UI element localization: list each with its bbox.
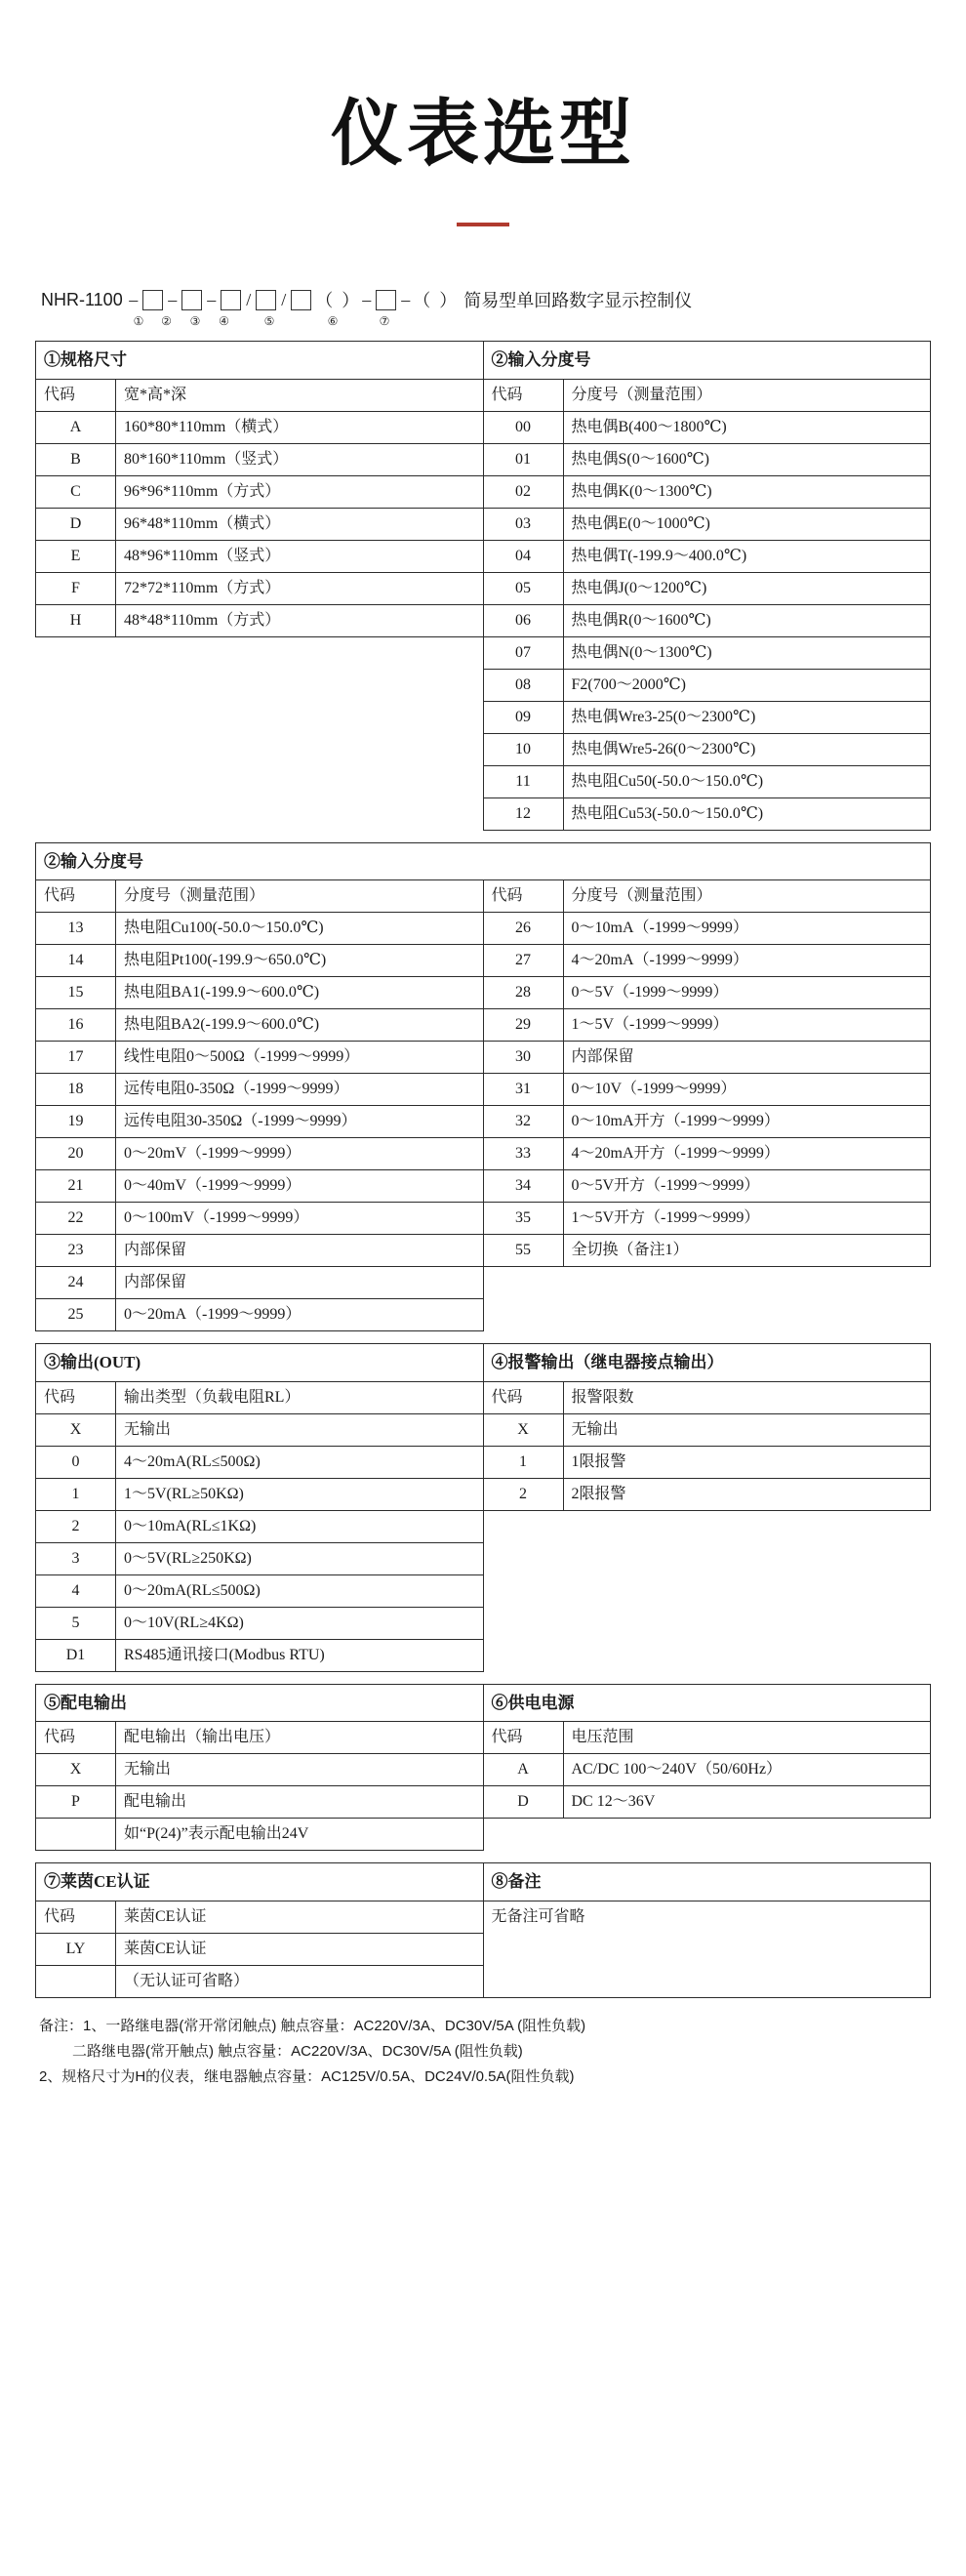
title-divider [457,223,509,226]
cell-code: F [36,572,116,604]
table-row [36,1074,931,1106]
cell-code: 06 [483,604,563,636]
section-header-ce: ⑦莱茵CE认证 [36,1863,484,1901]
table-row [36,1267,931,1299]
cell-code: 1 [483,1446,563,1478]
cell-desc: 远传电阻0-350Ω（-1999～9999） [116,1074,484,1106]
cell-code: C [36,475,116,508]
model-slot-2 [181,290,202,310]
cell-desc: 热电偶Wre3-25(0～2300℃) [563,701,931,733]
cell-code: 14 [36,945,116,977]
cell-desc: 96*48*110mm（横式） [116,508,484,540]
model-index-4: ④ [219,314,229,328]
table-row [36,1819,931,1851]
table-row [36,797,931,830]
cell-code: 1 [36,1478,116,1510]
page-title: 仪表选型 [331,93,635,174]
model-slot-5 [291,290,311,310]
note-line-1: 备注：1、一路继电器(常开常闭触点) 触点容量：AC220V/3A、DC30V/5A (阻性负载) [39,2017,586,2034]
section-header-input-a: ②输入分度号 [483,342,931,380]
model-index-5: ⑤ [263,314,275,328]
section-header-power: ⑥供电电源 [483,1684,931,1722]
model-index-row [41,314,458,329]
cell-code: 01 [483,443,563,475]
cell-code: 11 [483,765,563,797]
table-output-and-alarm [35,1343,931,1672]
cell-code: 2 [483,1478,563,1510]
cell-desc: 0～20mV（-1999～9999） [116,1138,484,1170]
remark-text: 无备注可省略 [483,1901,931,1997]
cell-code: 22 [36,1203,116,1235]
table-ce-and-remark [35,1862,931,1998]
cell-code: 3 [36,1542,116,1574]
table-row [36,475,931,508]
cell-code: 29 [483,1009,563,1042]
section-header-size: ①规格尺寸 [36,342,484,380]
cell-code: 25 [36,1299,116,1331]
table-row [36,842,931,880]
cell-desc: 2限报警 [563,1478,931,1510]
cell-desc: 48*48*110mm（方式） [116,604,484,636]
table-row [36,733,931,765]
cell-desc: 0～40mV（-1999～9999） [116,1170,484,1203]
cell-desc: 0～20mA（-1999～9999） [116,1299,484,1331]
cell-desc: 热电偶B(400～1800℃) [563,411,931,443]
note-line-2: 二路继电器(常开触点) 触点容量：AC220V/3A、DC30V/5A (阻性负载) [72,2042,523,2060]
cell-desc: 4～20mA（-1999～9999） [563,945,931,977]
table-size-and-input [35,341,931,831]
cell-desc: 0～5V开方（-1999～9999） [563,1170,931,1203]
cell-code: 08 [483,669,563,701]
cell-code: D [483,1786,563,1819]
cell-code: LY [36,1933,116,1965]
cell-desc: 0～10V（-1999～9999） [563,1074,931,1106]
model-index-6: ⑥ [327,314,339,328]
cell-desc: 热电偶T(-199.9～400.0℃) [563,540,931,572]
cell-code [36,1819,116,1851]
model-description: 简易型单回路数字显示控制仪 [463,291,693,310]
cell-desc: 0～10mA（-1999～9999） [563,913,931,945]
footer-notes [35,2014,931,2116]
cell-desc: 96*96*110mm（方式） [116,475,484,508]
cell-code: X [36,1754,116,1786]
table-row [36,411,931,443]
cell-code: 21 [36,1170,116,1203]
cell-code: A [36,411,116,443]
cell-desc: DC 12～36V [563,1786,931,1819]
cell-desc: 热电偶Wre5-26(0～2300℃) [563,733,931,765]
section-header-remark: ⑧备注 [483,1863,931,1901]
table-row [36,1446,931,1478]
table-row [36,1138,931,1170]
table-row [36,1381,931,1413]
cell-desc: 配电输出 [116,1786,484,1819]
model-slot-1 [142,290,163,310]
col-header-code-4: 代码 [483,1381,563,1413]
cell-desc: 4～20mA(RL≤500Ω) [116,1446,484,1478]
model-index-1: ① [133,314,144,328]
table-row [36,913,931,945]
cell-desc: 1限报警 [563,1446,931,1478]
table-row [36,540,931,572]
cell-code: 35 [483,1203,563,1235]
cell-desc: 热电阻BA2(-199.9～600.0℃) [116,1009,484,1042]
cell-desc: 热电偶E(0～1000℃) [563,508,931,540]
cell-desc: 无输出 [563,1413,931,1446]
model-index-3: ③ [189,314,201,328]
cell-code: 27 [483,945,563,977]
col-header-desc-5: 配电输出（输出电压） [116,1722,484,1754]
table-row [36,342,931,380]
cell-desc: 1～5V(RL≥50KΩ) [116,1478,484,1510]
cell-desc: 160*80*110mm（横式） [116,411,484,443]
cell-code: 12 [483,797,563,830]
cell-code: 5 [36,1607,116,1639]
table-row [36,1754,931,1786]
cell-desc: 0～20mA(RL≤500Ω) [116,1574,484,1607]
cell-code: 55 [483,1235,563,1267]
cell-desc: 热电偶R(0～1600℃) [563,604,931,636]
table-row [36,1639,931,1671]
model-index-2: ② [161,314,172,328]
model-code-row: NHR-1100 – – – / / （ ） – – （ ） ① ② ③ ④ ⑤ ⑥ ⑦ 简易型单回路数字显示控制仪 [35,287,931,329]
cell-code: 26 [483,913,563,945]
cell-desc: 0～5V(RL≥250KΩ) [116,1542,484,1574]
col-header-desc-left: 分度号（测量范围） [116,880,484,913]
cell-desc: 热电偶S(0～1600℃) [563,443,931,475]
cell-desc: 热电偶N(0～1300℃) [563,636,931,669]
cell-desc: 热电阻Cu50(-50.0～150.0℃) [563,765,931,797]
cell-code: 07 [483,636,563,669]
note-line-3: 2、规格尺寸为H的仪表，继电器触点容量：AC125V/0.5A、DC24V/0.5A(阻性负载) [39,2068,575,2085]
cell-desc: 如“P(24)”表示配电输出24V [116,1819,484,1851]
cell-desc: RS485通讯接口(Modbus RTU) [116,1639,484,1671]
cell-desc: 72*72*110mm（方式） [116,572,484,604]
table-row [36,880,931,913]
cell-code: D [36,508,116,540]
col-header-desc-2: 分度号（测量范围） [563,379,931,411]
cell-code: E [36,540,116,572]
col-header-code-left: 代码 [36,880,116,913]
col-header-code-6: 代码 [483,1722,563,1754]
cell-desc: 线性电阻0～500Ω（-1999～9999） [116,1042,484,1074]
table-row [36,1510,931,1542]
cell-code: 33 [483,1138,563,1170]
table-row [36,508,931,540]
cell-code: 2 [36,1510,116,1542]
cell-code: 0 [36,1446,116,1478]
cell-desc: 热电阻Cu100(-50.0～150.0℃) [116,913,484,945]
cell-code: 30 [483,1042,563,1074]
cell-desc: 热电阻Pt100(-199.9～650.0℃) [116,945,484,977]
table-row [36,669,931,701]
cell-desc: 0～10V(RL≥4KΩ) [116,1607,484,1639]
table-row [36,572,931,604]
table-row [36,1786,931,1819]
cell-desc: 莱茵CE认证 [116,1933,484,1965]
table-row [36,379,931,411]
col-header-code-1: 代码 [36,379,116,411]
cell-code: 28 [483,977,563,1009]
cell-code: 09 [483,701,563,733]
cell-desc: 0～10mA(RL≤1KΩ) [116,1510,484,1542]
model-index-7: ⑦ [379,314,390,328]
table-row [36,1607,931,1639]
table-row [36,1235,931,1267]
col-header-code-5: 代码 [36,1722,116,1754]
cell-code: 23 [36,1235,116,1267]
cell-desc: 无输出 [116,1754,484,1786]
cell-desc: 内部保留 [116,1267,484,1299]
table-row [36,1042,931,1074]
table-row [36,1106,931,1138]
col-header-desc-3: 输出类型（负载电阻RL） [116,1381,484,1413]
col-header-code-7: 代码 [36,1901,116,1933]
cell-desc: 48*96*110mm（竖式） [116,540,484,572]
model-slot-4 [256,290,276,310]
cell-code: 24 [36,1267,116,1299]
col-header-code-3: 代码 [36,1381,116,1413]
cell-code: 16 [36,1009,116,1042]
cell-desc: 内部保留 [563,1042,931,1074]
cell-desc: 0～100mV（-1999～9999） [116,1203,484,1235]
section-header-distribution: ⑤配电输出 [36,1684,484,1722]
section-header-alarm: ④报警输出（继电器接点输出） [483,1344,931,1382]
cell-code: B [36,443,116,475]
section-header-input-b: ②输入分度号 [36,842,931,880]
cell-code: 05 [483,572,563,604]
col-header-desc-right: 分度号（测量范围） [563,880,931,913]
cell-desc: 热电阻Cu53(-50.0～150.0℃) [563,797,931,830]
table-row [36,443,931,475]
table-row [36,1684,931,1722]
cell-desc: 80*160*110mm（竖式） [116,443,484,475]
cell-desc: 无输出 [116,1413,484,1446]
cell-code: H [36,604,116,636]
col-header-desc-1: 宽*高*深 [116,379,484,411]
table-row [36,1299,931,1331]
col-header-code-right: 代码 [483,880,563,913]
table-row [36,701,931,733]
cell-code: 31 [483,1074,563,1106]
table-row [36,1478,931,1510]
model-slot-6 [376,290,396,310]
cell-code: 15 [36,977,116,1009]
cell-code: 20 [36,1138,116,1170]
cell-code: 32 [483,1106,563,1138]
col-header-desc-6: 电压范围 [563,1722,931,1754]
cell-desc: 0～10mA开方（-1999～9999） [563,1106,931,1138]
cell-code: X [483,1413,563,1446]
cell-code: X [36,1413,116,1446]
cell-code: 19 [36,1106,116,1138]
cell-code: D1 [36,1639,116,1671]
table-row [36,1413,931,1446]
col-header-desc-7: 莱茵CE认证 [116,1901,484,1933]
cell-desc: AC/DC 100～240V（50/60Hz） [563,1754,931,1786]
table-row [36,1901,931,1933]
cell-code: 10 [483,733,563,765]
col-header-code-2: 代码 [483,379,563,411]
table-row [36,1574,931,1607]
cell-code: 00 [483,411,563,443]
cell-desc: （无认证可省略） [116,1965,484,1997]
cell-code: 4 [36,1574,116,1607]
cell-desc: 全切换（备注1） [563,1235,931,1267]
col-header-desc-4: 报警限数 [563,1381,931,1413]
cell-code: 04 [483,540,563,572]
cell-desc: F2(700～2000℃) [563,669,931,701]
table-row [36,1344,931,1382]
cell-desc: 热电偶K(0～1300℃) [563,475,931,508]
cell-desc: 热电偶J(0～1200℃) [563,572,931,604]
table-row [36,1722,931,1754]
cell-code: 17 [36,1042,116,1074]
cell-code: 18 [36,1074,116,1106]
cell-desc: 热电阻BA1(-199.9～600.0℃) [116,977,484,1009]
table-row [36,977,931,1009]
table-input-continued [35,842,931,1332]
table-row [36,636,931,669]
table-row [36,1863,931,1901]
table-row [36,1203,931,1235]
table-row [36,1170,931,1203]
table-row [36,1542,931,1574]
cell-code: A [483,1754,563,1786]
cell-desc: 1～5V开方（-1999～9999） [563,1203,931,1235]
cell-desc: 远传电阻30-350Ω（-1999～9999） [116,1106,484,1138]
cell-code: 34 [483,1170,563,1203]
cell-desc: 内部保留 [116,1235,484,1267]
cell-desc: 0～5V（-1999～9999） [563,977,931,1009]
cell-code: 02 [483,475,563,508]
table-row [36,604,931,636]
table-row [36,765,931,797]
model-prefix: NHR-1100 [41,289,123,309]
cell-code: 13 [36,913,116,945]
section-header-output: ③输出(OUT) [36,1344,484,1382]
cell-code: P [36,1786,116,1819]
cell-code [36,1965,116,1997]
table-row [36,945,931,977]
cell-desc: 4～20mA开方（-1999～9999） [563,1138,931,1170]
table-distribution-and-power [35,1684,931,1852]
model-slot-3 [221,290,241,310]
table-row [36,1009,931,1042]
cell-code: 03 [483,508,563,540]
cell-desc: 1～5V（-1999～9999） [563,1009,931,1042]
